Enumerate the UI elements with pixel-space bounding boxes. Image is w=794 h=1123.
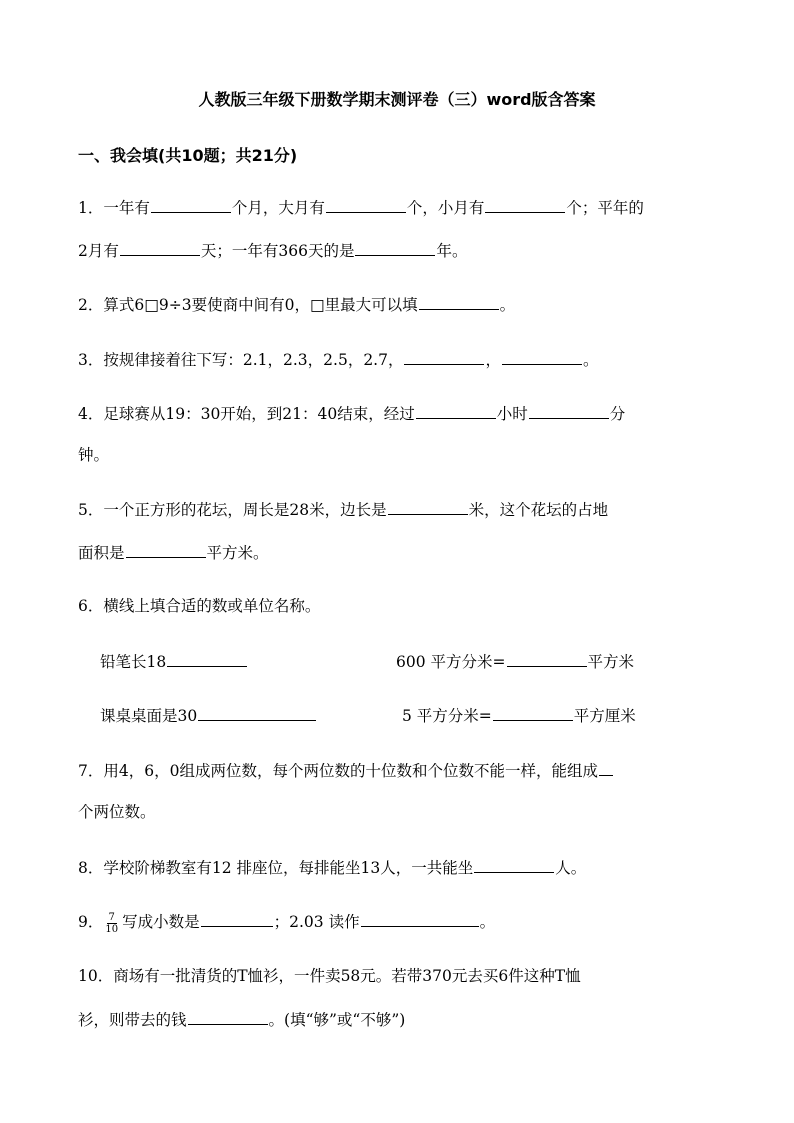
answer-blank[interactable] bbox=[198, 704, 316, 721]
question-6: 6．横线上填合适的数或单位名称。 bbox=[78, 597, 321, 615]
answer-blank[interactable] bbox=[188, 1008, 268, 1025]
answer-blank[interactable] bbox=[151, 196, 231, 213]
answer-blank[interactable] bbox=[361, 910, 479, 927]
answer-blank[interactable] bbox=[493, 704, 573, 721]
question-9: 9． $\frac{7}{10}$ 写成小数是 ；2.03 读作 。 bbox=[78, 911, 496, 935]
answer-blank[interactable] bbox=[404, 348, 484, 365]
question-8: 8．学校阶梯教室有12 排座位，每排能坐13人，一共能坐 人。 bbox=[78, 856, 586, 879]
answer-blank[interactable] bbox=[419, 293, 499, 310]
question-6-item-2: 600 平方分米= 平方米 bbox=[396, 650, 634, 673]
question-1-line-2: 2月有 天；一年有366天的是 年。 bbox=[78, 239, 467, 262]
answer-blank[interactable] bbox=[355, 239, 435, 256]
question-6-item-4: 5 平方分米= 平方厘米 bbox=[402, 704, 636, 727]
question-5-line-2: 面积是 平方米。 bbox=[78, 541, 269, 564]
answer-blank[interactable] bbox=[507, 650, 587, 667]
question-2: 2．算式6□9÷3要使商中间有0，□里最大可以填 。 bbox=[78, 293, 515, 316]
question-7-line-1: 7．用4，6，0组成两位数，每个两位数的十位数和个位数不能一样，能组成 bbox=[78, 759, 614, 782]
question-6-item-3: 课桌桌面是30 bbox=[100, 704, 317, 727]
question-7-line-2: 个两位数。 bbox=[78, 803, 156, 821]
question-10-line-2: 衫，则带去的钱 。(填“够”或“不够”) bbox=[78, 1008, 405, 1031]
fraction: $\frac{7}{10}$ bbox=[105, 911, 119, 935]
question-6-item-1: 铅笔长18 bbox=[100, 650, 248, 673]
question-3: 3．按规律接着往下写：2.1，2.3，2.5，2.7， ， 。 bbox=[78, 348, 599, 371]
answer-blank[interactable] bbox=[388, 498, 468, 515]
question-5-line-1: 5．一个正方形的花坛，周长是28米，边长是 米，这个花坛的占地 bbox=[78, 498, 608, 521]
answer-blank[interactable] bbox=[416, 402, 496, 419]
question-10-line-1: 10．商场有一批清货的T恤衫，一件卖58元。若带370元去买6件这种T恤 bbox=[78, 967, 581, 985]
answer-blank[interactable] bbox=[485, 196, 565, 213]
answer-blank[interactable] bbox=[599, 759, 613, 776]
question-1-line-1: 1．一年有 个月，大月有 个，小月有 个；平年的 bbox=[78, 196, 644, 219]
answer-blank[interactable] bbox=[474, 856, 554, 873]
section-heading: 一、我会填(共10题；共21分) bbox=[78, 146, 298, 165]
answer-blank[interactable] bbox=[126, 541, 206, 558]
answer-blank[interactable] bbox=[201, 910, 273, 927]
question-4-line-2: 钟。 bbox=[78, 446, 110, 464]
answer-blank[interactable] bbox=[529, 402, 609, 419]
answer-blank[interactable] bbox=[167, 650, 247, 667]
document-title: 人教版三年级下册数学期末测评卷（三）word版含答案 bbox=[198, 90, 596, 109]
answer-blank[interactable] bbox=[502, 348, 582, 365]
question-4-line-1: 4．足球赛从19：30开始，到21：40结束，经过 小时 分 bbox=[78, 402, 625, 425]
answer-blank[interactable] bbox=[326, 196, 406, 213]
answer-blank[interactable] bbox=[120, 239, 200, 256]
